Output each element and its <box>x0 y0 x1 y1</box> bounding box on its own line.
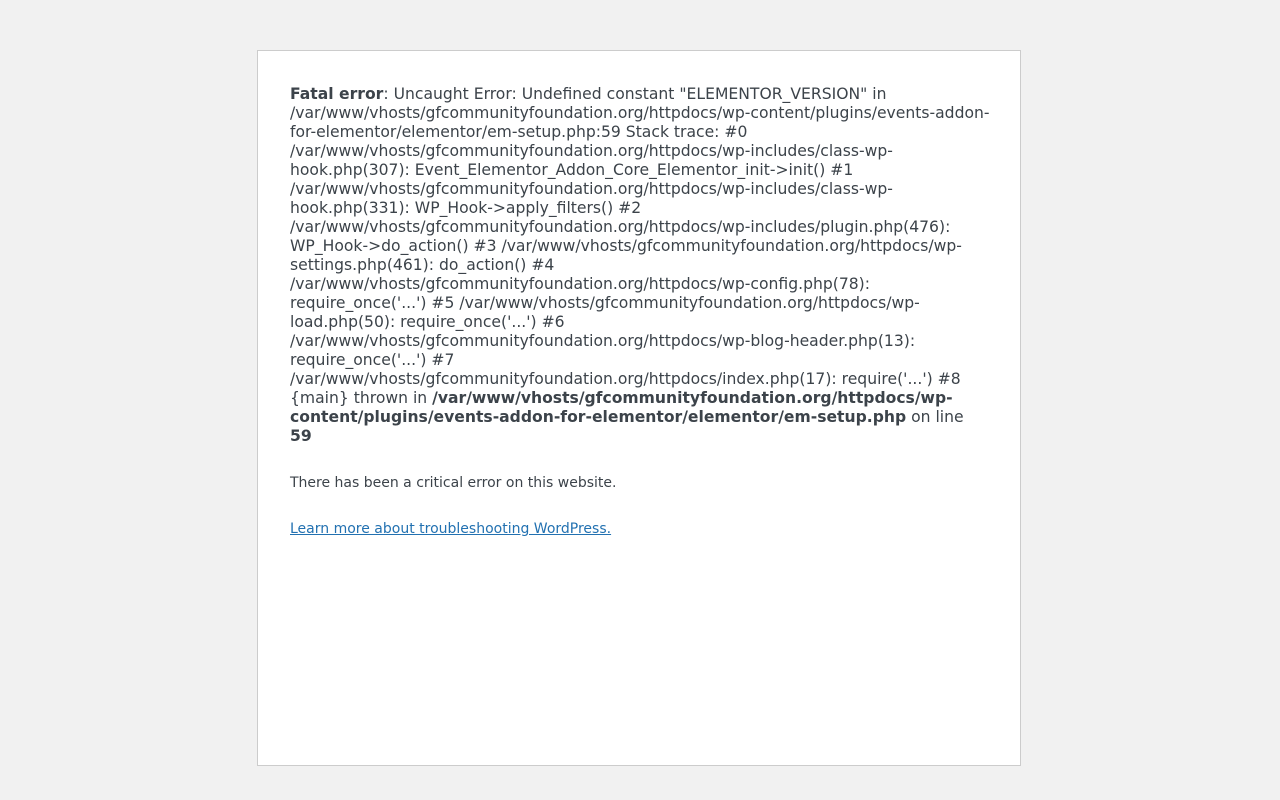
fatal-error-label: Fatal error <box>290 85 384 103</box>
error-line-number: 59 <box>290 427 312 445</box>
error-panel <box>257 50 1021 766</box>
critical-error-notice: There has been a critical error on this website. <box>290 475 617 491</box>
error-content <box>290 85 990 539</box>
fatal-error-message <box>290 85 990 446</box>
troubleshooting-link[interactable]: Learn more about troubleshooting WordPress. <box>290 521 612 537</box>
error-details: : Uncaught Error: Undefined constant "ELEMENTOR_VERSION" in /var/www/vhosts/gfcommunityfoundation.org/httpdocs/wp-content/plugins/events-addon-for-elementor/elementor/em-setup.php:59 Stack trace: #0 /var/www/vhosts/gfcommunityfoundation.org/httpdocs/wp-includes/class-wp-hook.php(307): Event_Elementor_Addon_Core_Elementor_init->init() #1 /var/www/vhosts/gfcommunityfoundation.org/httpdocs/wp-includes/class-wp-hook.php(331): WP_Hook->apply_filters() #2 /var/www/vhosts/gfcommunityfoundation.org/httpdocs/wp-includes/plugin.php(476): WP_Hook->do_action() #3 /var/www/vhosts/gfcommunityfoundation.org/httpdocs/wp-settings.php(461): do_action() #4 /var/www/vhosts/gfcommunityfoundation.org/httpdocs/wp-config.php(78): require_once('...') #5 /var/www/vhosts/gfcommunityfoundation.org/httpdocs/wp-load.php(50): require_once('...') #6 /var/www/vhosts/gfcommunityfoundation.org/httpdocs/wp-blog-header.php(13): require_once('...') #7 /var/www/vhosts/gfcommunityfoundation.org/httpdocs/index.php(17): require('...') #8 {main} thrown in <box>290 85 990 407</box>
learn-more-paragraph <box>290 519 990 539</box>
error-file-path: /var/www/vhosts/gfcommunityfoundation.org/httpdocs/wp-content/plugins/events-addon-for-elementor/elementor/em-setup.php <box>290 389 953 426</box>
on-line-text: on line <box>906 408 964 426</box>
